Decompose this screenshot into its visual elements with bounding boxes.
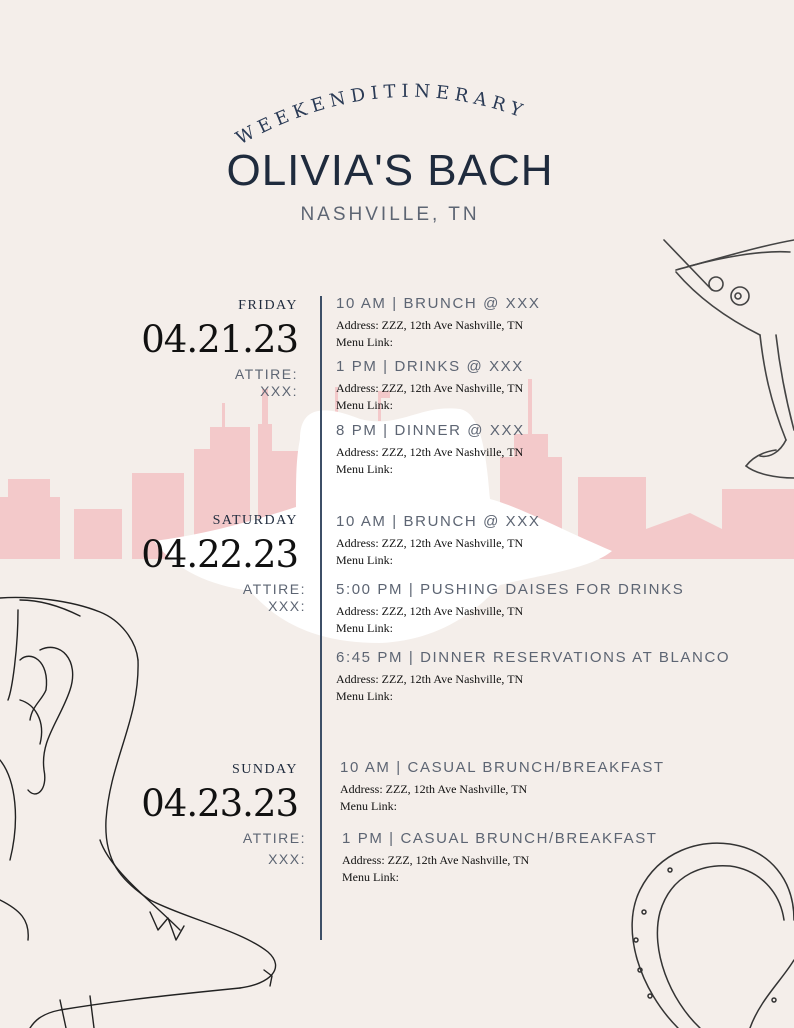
event-title: 5:00 PM | PUSHING DAISES FOR DRINKS [336,581,685,598]
event-address: Address: ZZZ, 12th Ave Nashville, TN [336,536,524,550]
event-friday-3 [336,422,525,478]
event-friday-1 [336,295,541,351]
curved-title: WEEKENDITINERARY [232,80,531,150]
event-title: 1 PM | CASUAL BRUNCH/BREAKFAST [342,830,658,847]
day-name: FRIDAY [238,298,298,313]
event-saturday-2 [336,581,684,637]
event-saturday-1 [336,513,541,569]
menu-link[interactable]: Menu Link: [340,799,397,813]
event-title: 10 AM | BRUNCH @ XXX [336,295,541,312]
day-date: 04.21.23 [141,318,298,361]
event-friday-2 [336,358,524,414]
event-sunday-2 [342,830,658,886]
timeline-divider [320,296,322,940]
attire-value: XXX: [260,383,298,399]
attire-value: XXX: [268,598,306,614]
attire-value: XXX: [268,851,306,867]
menu-link[interactable]: Menu Link: [336,462,393,476]
event-sunday-1 [340,759,665,815]
attire-label: ATTIRE: [234,366,298,382]
day-sunday [141,762,306,868]
event-address: Address: ZZZ, 12th Ave Nashville, TN [336,318,524,332]
day-date: 04.23.23 [141,782,298,825]
menu-link[interactable]: Menu Link: [336,553,393,567]
event-title: 10 AM | BRUNCH @ XXX [336,513,541,530]
event-address: Address: ZZZ, 12th Ave Nashville, TN [336,604,524,618]
menu-link[interactable]: Menu Link: [336,335,393,349]
day-name: SUNDAY [231,762,298,777]
day-date: 04.22.23 [141,533,298,576]
location-subtitle: NASHVILLE, TN [300,204,480,225]
svg-text:WEEKENDITINERARY [232,81,530,150]
day-saturday [141,513,306,615]
menu-link[interactable]: Menu Link: [336,398,393,412]
event-title: 8 PM | DINNER @ XXX [336,422,525,439]
curved-title-svg [0,0,794,270]
menu-link[interactable]: Menu Link: [336,689,393,703]
event-address: Address: ZZZ, 12th Ave Nashville, TN [336,445,524,459]
header [0,0,794,270]
event-address: Address: ZZZ, 12th Ave Nashville, TN [340,782,528,796]
event-saturday-3 [336,649,730,705]
event-title: 6:45 PM | DINNER RESERVATIONS AT BLANCO [336,649,731,666]
event-address: Address: ZZZ, 12th Ave Nashville, TN [336,672,524,686]
attire-label: ATTIRE: [242,830,306,846]
event-title: 10 AM | CASUAL BRUNCH/BREAKFAST [340,759,665,776]
page-title: OLIVIA'S BACH [226,146,554,195]
attire-label: ATTIRE: [242,581,306,597]
menu-link[interactable]: Menu Link: [336,621,393,635]
menu-link[interactable]: Menu Link: [342,870,399,884]
day-friday [141,298,298,400]
day-name: SATURDAY [212,513,298,528]
event-title: 1 PM | DRINKS @ XXX [336,358,524,375]
event-address: Address: ZZZ, 12th Ave Nashville, TN [342,853,530,867]
event-address: Address: ZZZ, 12th Ave Nashville, TN [336,381,524,395]
